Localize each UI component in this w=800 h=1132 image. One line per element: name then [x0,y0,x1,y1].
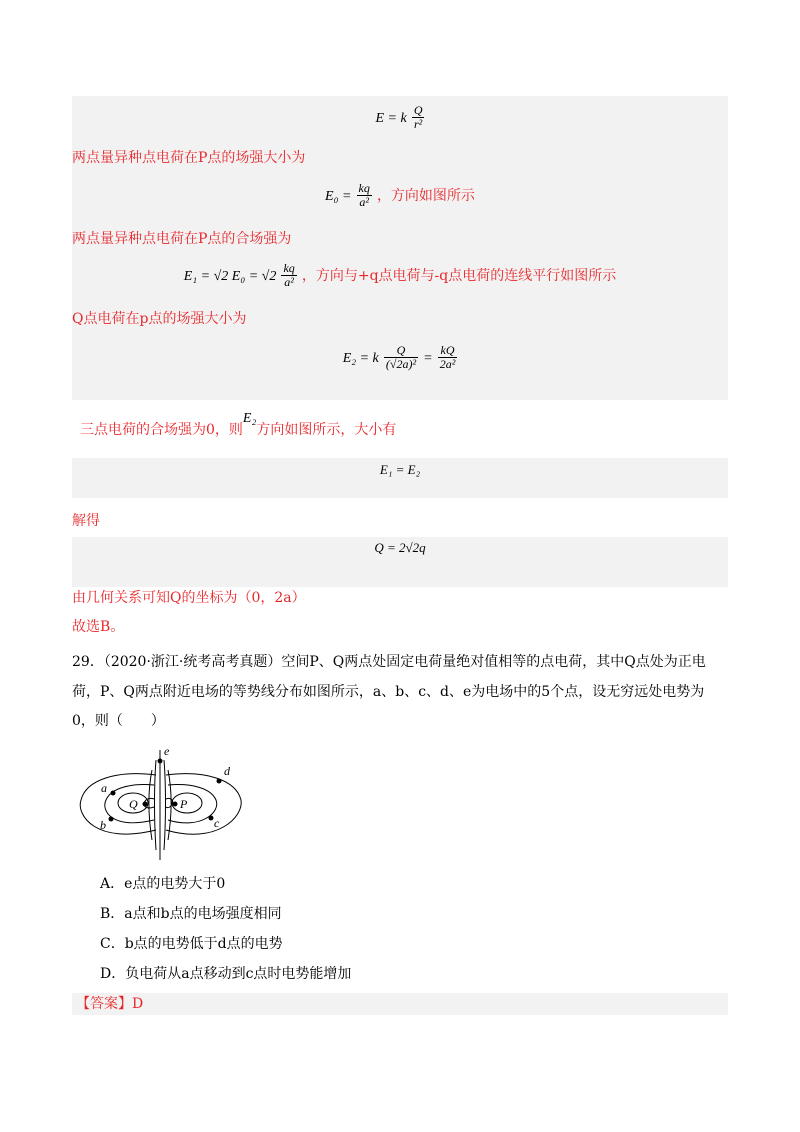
e2-symbol: E₂ [242,411,257,426]
equipotential-figure [76,745,246,865]
fraction: $\frac{kq}{\text{a²}}$ [283,261,295,289]
text-line: Q点电荷在p点的场强大小为 [72,311,247,327]
direction-note: ，方向如图所示 [376,188,475,204]
answer-label: 【答案】 [76,996,132,1012]
label-e: e [164,745,170,758]
question-line: 29．（2020·浙江·统考高考真题）空间P、Q两点处固定电荷量绝对值相等的点电荷，其中Q点处为正电 [72,654,706,670]
point-c [209,816,214,821]
field-line [164,760,166,850]
answer-value: D [132,996,144,1012]
label-a: a [101,781,107,795]
formula-e1-eq-e2: E₁ = E₂ [379,462,421,477]
label-b: b [100,818,106,832]
fraction: $\frac{kQ}{\text{2a²}}$ [439,343,456,371]
formula-lhs: E = k [375,111,407,126]
formula-coulomb [72,104,728,131]
point-b [109,817,114,822]
point-e [158,759,163,764]
option-a: A．e点的电势大于0 [100,876,226,892]
field-line [149,770,152,840]
point-a [111,791,116,796]
answer-bar [72,993,728,1015]
text-line: 两点量异种点电荷在P点的场强大小为 [72,150,306,166]
fraction: $\frac{Q}{\text{(√2a)²}}$ [385,343,417,371]
field-line [155,760,157,850]
text-line: 故选B。 [72,619,125,635]
text-line: 由几何关系可知Q的坐标为（0，2a） [72,590,306,606]
point-Q [143,802,148,807]
option-b: B．a点和b点的电场强度相同 [100,906,282,922]
label-Q: Q [129,797,138,811]
text-line: 三点电荷的合场强为0，则E₂方向如图所示，大小有 [80,411,397,438]
option-d: D．负电荷从a点移动到c点时电势能增加 [100,966,352,982]
formula-e0: E₀ = $\frac{kq}{\text{a²}}$ ，方向如图所示 [325,181,475,209]
text-line: 两点量异种点电荷在P点的合场强为 [72,231,292,247]
label-P: P [180,797,188,811]
field-line [168,770,171,840]
point-d [217,779,222,784]
formula-e2: E₂ = k $\frac{Q}{\text{(√2a)²}}$ = $\frac{kQ}{\text{2a²}}$ [342,343,456,371]
fraction: $\frac{kq}{\text{a²}}$ [358,181,370,209]
text-line: 解得 [72,513,100,529]
question-line: 荷，P、Q两点附近电场的等势线分布如图所示，a、b、c、d、e为电场中的5个点，设无穷远处电势为 [72,684,705,700]
fraction: $\frac{Q}{\text{r²}}$ [413,103,423,131]
label-c: c [214,816,220,830]
direction-note: ，方向与+q点电荷与-q点电荷的连线平行如图所示 [301,268,617,284]
question-line: 0，则（ ） [72,713,165,729]
formula-q: Q = 2√2q [374,540,426,555]
option-c: C．b点的电势低于d点的电势 [100,936,283,952]
point-P [173,802,178,807]
label-d: d [224,764,230,778]
formula-e1: E₁ = √2 E₀ = √2 $\frac{kq}{\text{a²}}$ ，方向与+q点电荷与-q点电荷的连线平行如图所示 [183,261,617,289]
